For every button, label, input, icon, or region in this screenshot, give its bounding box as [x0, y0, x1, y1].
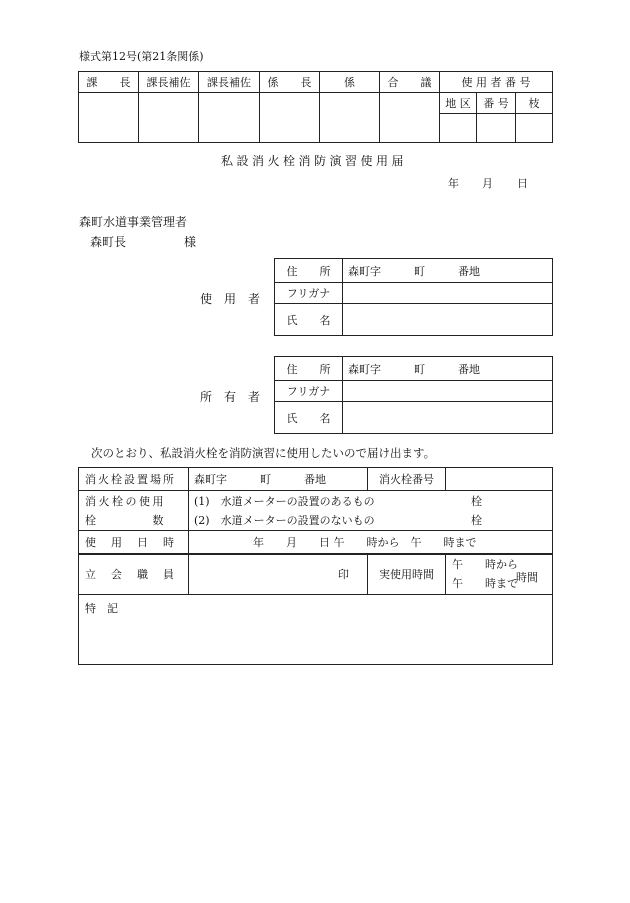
user-number-district-field[interactable]: [440, 114, 477, 143]
document-title: 私設消火栓消防演習使用届: [221, 154, 408, 168]
count-item-1-text: (1) 水道メーターの設置のあるもの: [194, 494, 375, 508]
count-cell: [189, 491, 553, 531]
approval-header-kakari: 係: [320, 72, 380, 93]
approval-stamp-box[interactable]: [320, 93, 380, 143]
remarks-label: 特 記: [85, 602, 118, 615]
owner-address-field[interactable]: 森町字 町 番地: [343, 357, 553, 381]
user-number-district-label: 地 区: [440, 93, 477, 114]
approval-header-kachohosa-2: 課長補佐: [199, 72, 260, 93]
user-name-label: 氏 名: [275, 304, 343, 336]
user-number-branch-label: 枝: [516, 93, 553, 114]
owner-name-label: 氏 名: [275, 402, 343, 434]
usage-date-label: 使 用 日 時: [79, 531, 189, 554]
actual-time-label: 実使用時間: [368, 554, 446, 595]
owner-table: [274, 356, 553, 434]
actual-time-to: 午 時まで: [452, 577, 518, 591]
date-day: 日: [517, 177, 528, 190]
approval-header-kacho: 課 長: [79, 72, 139, 93]
approval-stamp-box[interactable]: [199, 93, 260, 143]
user-number-branch-field[interactable]: [516, 114, 553, 143]
date-month: 月: [482, 177, 493, 190]
user-block-label: 使 用 者: [200, 292, 261, 306]
owner-block-label: 所 有 者: [200, 390, 261, 404]
user-address-field[interactable]: 森町字 町 番地: [343, 259, 553, 283]
user-furigana-label: フリガナ: [275, 283, 343, 304]
addressee-line1: 森町水道事業管理者: [79, 215, 188, 229]
owner-address-label: 住 所: [275, 357, 343, 381]
approval-table: [78, 71, 553, 143]
count-item-without-meter[interactable]: [194, 511, 547, 530]
intro-text: 次のとおり、私設消火栓を消防演習に使用したいので届け出ます。: [91, 446, 436, 460]
count-item-2-text: (2) 水道メーターの設置のないもの: [194, 513, 375, 527]
addressee-sama: 様: [184, 235, 197, 249]
main-table: [78, 467, 553, 665]
user-number-header: 使 用 者 番 号: [440, 72, 553, 93]
approval-header-gogi: 合 議: [380, 72, 440, 93]
location-field[interactable]: 森町字 町 番地: [189, 468, 368, 491]
count-item-1-unit: 栓: [471, 494, 482, 508]
actual-time-from: 午 時から: [452, 558, 518, 572]
hydrant-number-field[interactable]: [446, 468, 553, 491]
usage-date-field[interactable]: 年 月 日 午 時から 午 時まで: [189, 531, 553, 554]
witness-field[interactable]: [189, 554, 368, 595]
user-furigana-field[interactable]: [343, 283, 553, 304]
actual-hours-unit: 時間: [516, 570, 538, 584]
user-table: [274, 258, 553, 336]
hydrant-number-label: 消火栓番号: [368, 468, 446, 491]
owner-name-field[interactable]: [343, 402, 553, 434]
user-address-label: 住 所: [275, 259, 343, 283]
date-year: 年: [448, 177, 459, 190]
count-label-line2: 栓 数: [85, 513, 166, 527]
remarks-field[interactable]: [79, 595, 553, 665]
owner-furigana-label: フリガナ: [275, 381, 343, 402]
approval-stamp-box[interactable]: [260, 93, 320, 143]
seal-mark: 印: [338, 568, 349, 582]
user-number-number-label: 番 号: [477, 93, 516, 114]
witness-label: 立 会 職 員: [79, 554, 189, 595]
addressee-line2: 森町長: [90, 235, 127, 249]
approval-header-kakaricho: 係 長: [260, 72, 320, 93]
actual-time-field[interactable]: [446, 554, 553, 595]
count-item-with-meter[interactable]: [194, 492, 547, 511]
form-number: 様式第12号(第21条関係): [79, 50, 204, 63]
owner-furigana-field[interactable]: [343, 381, 553, 402]
approval-stamp-box[interactable]: [79, 93, 139, 143]
location-label: 消火栓設置場所: [79, 468, 189, 491]
user-name-field[interactable]: [343, 304, 553, 336]
approval-header-kachohosa-1: 課長補佐: [139, 72, 199, 93]
approval-stamp-box[interactable]: [139, 93, 199, 143]
approval-stamp-box[interactable]: [380, 93, 440, 143]
user-number-number-field[interactable]: [477, 114, 516, 143]
count-label-cell: [79, 491, 189, 531]
count-item-2-unit: 栓: [471, 513, 482, 527]
count-label-line1: 消火栓の使用: [85, 494, 166, 508]
